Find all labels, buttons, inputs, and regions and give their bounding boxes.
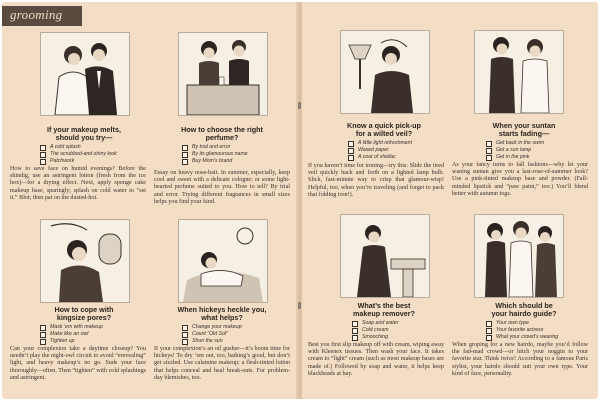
checkbox[interactable] — [40, 145, 46, 151]
checkbox[interactable] — [182, 325, 188, 331]
illustration-kingsize-pores — [40, 219, 130, 303]
option[interactable] — [352, 334, 398, 341]
option-label: Change your makeup — [192, 324, 242, 330]
option-label: What your crowd’s wearing — [496, 334, 559, 341]
option-label: Soap and water — [362, 320, 399, 326]
option[interactable] — [486, 320, 558, 327]
title-line: for a wilted veil? — [355, 129, 413, 139]
option[interactable] — [486, 140, 544, 147]
option[interactable] — [486, 154, 544, 161]
quiz-title-makeup-melts — [9, 126, 159, 142]
body-hairdo-guide: When groping for a new hairdo, maybe you’d follow the fad-mad crowd—or hitch your noggin to your favorite star. Think twice! According to a famous Paris stylist, your hairdo should suit your own type. Your kind of face, personality. — [452, 342, 588, 377]
body-hickeys: If your complexion’s an oil gusher—it’s boom time for hickeys! To dry ’em out, too, bathing’s good, but don’t get sizzled. Use calamine makeup; a flesh-tinted lotion that helps conceal and heal break-outs. For problem-day blemishes, too. — [154, 346, 290, 381]
option[interactable] — [40, 151, 117, 158]
illustration-wilted-veil — [340, 30, 430, 114]
option-label: Your own type — [496, 320, 529, 326]
woman-sink-illustration — [341, 215, 429, 297]
checkbox[interactable] — [486, 328, 492, 334]
option[interactable] — [182, 331, 242, 338]
checkbox[interactable] — [182, 159, 188, 165]
option[interactable] — [40, 338, 103, 345]
option-label: A coat of shellac — [358, 154, 396, 161]
hairdo-crowd-illustration — [475, 215, 563, 297]
checkbox[interactable] — [40, 152, 46, 158]
checkbox[interactable] — [182, 339, 188, 345]
title-line: When hickeys heckle you, — [177, 305, 267, 314]
quiz-title-hairdo-guide — [449, 302, 599, 318]
option[interactable] — [182, 338, 242, 345]
checkbox[interactable] — [182, 145, 188, 151]
option-label: Make like an owl — [50, 331, 89, 338]
section-tab — [2, 6, 82, 26]
woman-lamp-illustration — [341, 31, 429, 113]
title-line: makeup remover? — [353, 309, 415, 319]
woman-sunbathing-illustration — [179, 220, 267, 302]
option-label: Cold cream — [362, 327, 389, 334]
checkbox[interactable] — [486, 155, 492, 161]
body-choose-perfume: Essay on heavy nose-bait. In summer, especially, keep cool and sweet with a delicate cologne; or some light-hearted perfume suited to you. How to tell? By trial and error. Trying different fragrances in small sizes helps you find your kind. — [154, 170, 290, 205]
body-kingsize-pores: Can your complexion take a daytime closeup? You needn’t play the night-owl circuit to avoid “erevealing” light, and heavy makeup’s no go. Suds your face thoroughly—often. Then “tighten” with cold splashings and astringent. — [10, 346, 146, 381]
title-line: What’s the best — [357, 301, 411, 310]
option[interactable] — [348, 140, 412, 147]
title-line: should you try— — [55, 133, 113, 143]
title-line: your hairdo guide? — [491, 309, 557, 319]
checkbox[interactable] — [486, 335, 492, 341]
body-makeup-melts: How to save face on humid evenings? Before the shindig, use an astringent lotion (fresh from the ice box)—for a drying effect. Next, apply sponge cake makeup base, sparingly; splash on cold water to “set it.” Blot; then pat on the dusted-hot. — [10, 166, 146, 201]
options-makeup-remover — [352, 320, 398, 342]
option[interactable] — [486, 147, 544, 154]
option[interactable] — [182, 151, 248, 158]
title-line: Know a quick pick-up — [347, 121, 421, 130]
illustration-suntan-fades — [474, 30, 564, 114]
couple-dancing-illustration — [41, 33, 129, 115]
option[interactable] — [182, 158, 248, 165]
option-label: Smooching — [362, 334, 388, 341]
title-line: How to choose the right — [181, 125, 263, 134]
quiz-title-makeup-remover — [309, 302, 459, 318]
option[interactable] — [348, 147, 412, 154]
title-line: kingsize pores? — [56, 313, 112, 323]
checkbox[interactable] — [40, 325, 46, 331]
title-line: perfume? — [205, 133, 239, 143]
checkbox[interactable] — [352, 321, 358, 327]
checkbox[interactable] — [486, 321, 492, 327]
options-choose-perfume — [182, 144, 248, 166]
illustration-makeup-melts — [40, 32, 130, 116]
option-label: By trial and error — [192, 144, 231, 150]
option-label: Waxed paper — [358, 147, 389, 154]
option-label: Count “Old Sol” — [192, 331, 228, 338]
title-line: When your suntan — [492, 121, 556, 130]
checkbox[interactable] — [348, 155, 354, 161]
staple-bottom — [298, 302, 301, 309]
option-label: Patchwork — [50, 158, 75, 165]
checkbox[interactable] — [348, 141, 354, 147]
checkbox[interactable] — [352, 328, 358, 334]
option[interactable] — [486, 327, 558, 334]
checkbox[interactable] — [40, 159, 46, 165]
illustration-choose-perfume — [178, 32, 268, 116]
option[interactable] — [352, 327, 398, 334]
checkbox[interactable] — [182, 152, 188, 158]
right-page — [302, 2, 598, 399]
illustration-makeup-remover — [340, 214, 430, 298]
title-line: starts fading— — [498, 129, 550, 139]
body-wilted-veil: If you haven’t time for ironing—try this: Slide the tired veil quickly back and forth on a lighted lamp bulb. Slick, fast-minute way to crisp that glamour-wisp! Helpful, too, when you’re traveling (and forget to pack that folding iron!). — [308, 163, 444, 198]
option-label: Shun the sun — [192, 338, 223, 345]
title-line: Which should be — [495, 301, 553, 310]
option[interactable] — [40, 331, 103, 338]
option-label: Tighten up — [50, 338, 75, 345]
checkbox[interactable] — [40, 339, 46, 345]
option-label: A cold splash — [50, 144, 81, 150]
magazine-spread — [2, 2, 598, 399]
options-suntan-fades — [486, 140, 544, 162]
body-suntan-fades: As your fancy turns to fall fashions—why let your waning suntan give you a last-rose-of-summer look? Use a pink-tinted makeup base and powder. (Fall-minded lipstick and “paw paint,” too.) You’ll blend better with autumn togs. — [452, 162, 588, 197]
option[interactable] — [182, 324, 242, 331]
checkbox[interactable] — [348, 148, 354, 154]
option-label: Get back in the swim — [496, 140, 545, 146]
option[interactable] — [40, 158, 117, 165]
title-line: If your makeup melts, — [47, 125, 121, 134]
perfume-counter-illustration — [179, 33, 267, 115]
checkbox[interactable] — [40, 332, 46, 338]
options-hairdo-guide — [486, 320, 558, 342]
checkbox[interactable] — [486, 141, 492, 147]
illustration-hickeys — [178, 219, 268, 303]
woman-mirror-illustration — [41, 220, 129, 302]
option[interactable] — [348, 154, 412, 161]
option-label: Your favorite actress — [496, 327, 544, 334]
option[interactable] — [182, 144, 248, 151]
illustration-hairdo-guide — [474, 214, 564, 298]
checkbox[interactable] — [352, 335, 358, 341]
body-makeup-remover: Best you first slip makeup off with cream, wiping away with Kleenex tissues. Then wash your face. It takes cream to “light” cream (such as most makeup bases are made of.) Followed by soap and water, it helps keep blackheads at bay. — [308, 342, 444, 377]
option-label: The scrubbed-and-shiny look — [50, 151, 117, 158]
left-page — [2, 2, 298, 399]
options-kingsize-pores — [40, 324, 103, 346]
option-label: Get a sun lamp — [496, 147, 532, 154]
quiz-title-suntan-fades — [449, 122, 599, 138]
section-tab-label: grooming — [10, 7, 63, 22]
two-women-illustration — [475, 31, 563, 113]
quiz-title-choose-perfume — [147, 126, 297, 142]
title-line: How to cope with — [54, 305, 114, 314]
option[interactable] — [352, 320, 398, 327]
options-makeup-melts — [40, 144, 117, 166]
option[interactable] — [40, 144, 117, 151]
option-label: Get in the pink — [496, 154, 530, 161]
option-label: By its glamourous name — [192, 151, 248, 158]
option-label: Buy Mom’s brand — [192, 158, 233, 165]
checkbox[interactable] — [486, 148, 492, 154]
option-label: A little light refreshment — [358, 140, 413, 146]
staple-top — [298, 102, 301, 109]
option[interactable] — [40, 324, 103, 331]
checkbox[interactable] — [182, 332, 188, 338]
quiz-title-wilted-veil — [309, 122, 459, 138]
option-label: Mask ’em with makeup — [50, 324, 103, 330]
quiz-title-hickeys — [147, 306, 297, 322]
options-wilted-veil — [348, 140, 412, 162]
options-hickeys — [182, 324, 242, 346]
option[interactable] — [486, 334, 558, 341]
quiz-title-kingsize-pores — [9, 306, 159, 322]
title-line: what helps? — [201, 313, 243, 323]
